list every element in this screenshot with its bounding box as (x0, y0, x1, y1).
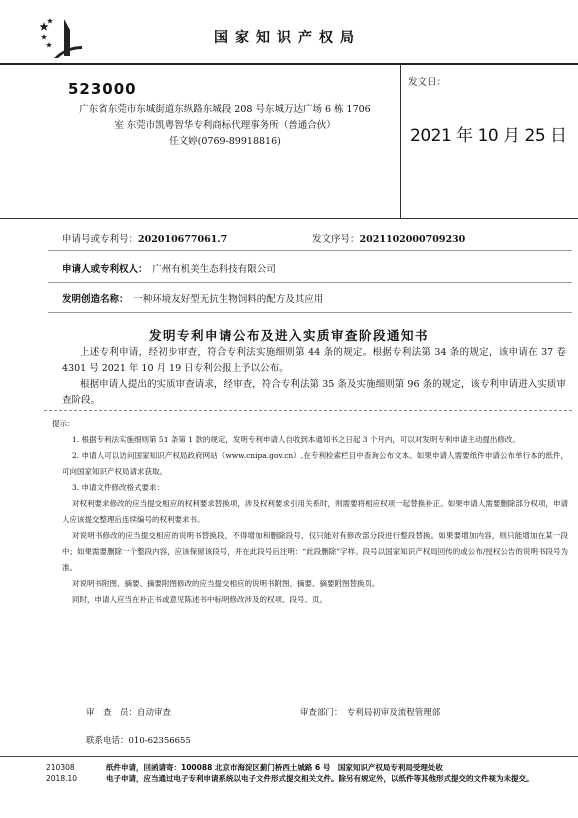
field-rule (48, 282, 572, 283)
department-field (300, 706, 440, 718)
phone-number: 010-62356655 (128, 736, 191, 746)
phone-field (86, 734, 191, 746)
footer-rule (0, 756, 578, 757)
serial-number: 2021102000709230 (359, 234, 466, 245)
note-item: 2. 申请人可以访问国家知识产权局政府网站（www.cnipa.gov.cn）,在专利检索栏目中查询公布文本。如果申请人需要纸件申请公布单行本的纸件，可向国家知识产权局请求获取。 (62, 451, 568, 476)
agency-name: 国家知识产权局 (214, 30, 361, 46)
electronic-submission-note (106, 773, 568, 784)
serial-number-field (312, 231, 465, 245)
dispatch-date: 2021 年 10 月 25 日 (410, 126, 567, 146)
examiner-field (86, 706, 171, 718)
cnipa-emblem-icon (40, 16, 84, 60)
notice-paragraph-2: 根据申请人提出的实质审查请求，经审查，符合专利法第 35 条及实施细则第 96 条的规定，该专利申请进入实质审查阶段。 (62, 379, 566, 406)
paper-submission-note (106, 762, 566, 773)
department-name: 专利局初审及流程管理部 (346, 708, 441, 718)
note-item: 3. 申请文件修改格式要求： (72, 483, 165, 492)
applicant-name: 广州有机美生态科技有限公司 (152, 264, 276, 275)
electronic-submission-text: 应当通过电子专利申请系统以电子文件形式提交相关文件。除另有规定外，以纸件等其他形式提交的文件视为未提交。 (143, 774, 534, 783)
field-rule (48, 312, 572, 313)
note-claims: 对权利要求修改的应当提交相应的权利要求替换项，涉及权利要求引用关系时，则需要将相应权项一起替换补正。如果申请人需要删除部分权项，申请人应该提交整理后连续编号的权利要求书。 (62, 499, 568, 524)
notes-section (52, 416, 568, 608)
notes-divider (44, 410, 572, 411)
form-code: 210308 (46, 763, 75, 772)
address-line: 室 东莞市凯粤智华专利商标代理事务所（普通合伙） (114, 120, 336, 131)
phone-label: 联系电话： (86, 736, 129, 746)
field-rule (48, 250, 572, 251)
note-item: 1. 根据专利法实施细则第 51 条第 1 款的规定，发明专利申请人自收到本通知书之日起 3 个月内，可以对发明专利申请主动提出修改。 (72, 435, 520, 444)
department-label: 审查部门： (300, 708, 339, 718)
postcode: 523000 (68, 80, 137, 98)
application-number-label: 申请号或专利号： (62, 234, 139, 245)
application-number: 202010677061.7 (138, 234, 228, 245)
address-line: 任文婷(0769-89918816) (169, 136, 281, 147)
electronic-submission-label: 电子申请， (106, 774, 144, 783)
examiner-label: 审 查 员： (86, 708, 138, 718)
address-divider (400, 65, 401, 218)
invention-title: 一种环境友好型无抗生物饲料的配方及其应用 (133, 294, 324, 305)
applicant-field (62, 261, 276, 275)
application-number-field (62, 231, 227, 245)
address-rule (0, 218, 578, 219)
note-figures: 对说明书附图、摘要、摘要附图修改的应当提交相应的说明书附图、摘要、摘要附图替换页。 (72, 579, 380, 588)
invention-title-label: 发明创造名称： (62, 294, 124, 305)
notes-heading: 提示： (52, 419, 75, 428)
examiner-name: 自动审查 (137, 708, 172, 718)
address-line: 广东省东莞市东城街道东纵路东城段 208 号东城万达广场 6 栋 1706 (79, 104, 371, 115)
recipient-address (60, 102, 390, 150)
notice-paragraph-1: 上述专利申请，经初步审查，符合专利法实施细则第 44 条的规定。根据专利法第 34 条的规定，该申请在 37 卷 4301 号 2021 年 10 月 19 日专利公报上予以公布。 (62, 347, 566, 374)
form-version: 2018.10 (46, 774, 78, 783)
notice-title: 发明专利申请公布及进入实质审查阶段通知书 (148, 328, 429, 343)
note-description: 对说明书修改的应当提交相应的说明书替换段，不得增加和删除段号，仅只能对有修改部分段进行整段替换。如果要增加内容，则只能增加在某一段中；如果需要删除一个整段内容，应该保留该段号，并在此段号后注明：“此段删除”字样。段号以国家知识产权局回传的或公布/授权公告的说明书段号为准。 (62, 531, 568, 572)
note-also: 同时，申请人应当在补正书或意见陈述书中标明修改涉及的权项、段号、页。 (72, 595, 327, 604)
dispatch-date-label: 发文日： (408, 77, 447, 88)
header-rule (0, 63, 578, 65)
paper-submission-label: 纸件申请，回函请寄： (106, 763, 181, 772)
paper-submission-address: 100088 北京市海淀区蓟门桥西土城路 6 号 国家知识产权局专利局受理处收 (181, 763, 443, 772)
applicant-label: 申请人或专利权人： (62, 264, 143, 275)
invention-title-field (62, 291, 323, 305)
serial-number-label: 发文序号： (312, 234, 360, 245)
